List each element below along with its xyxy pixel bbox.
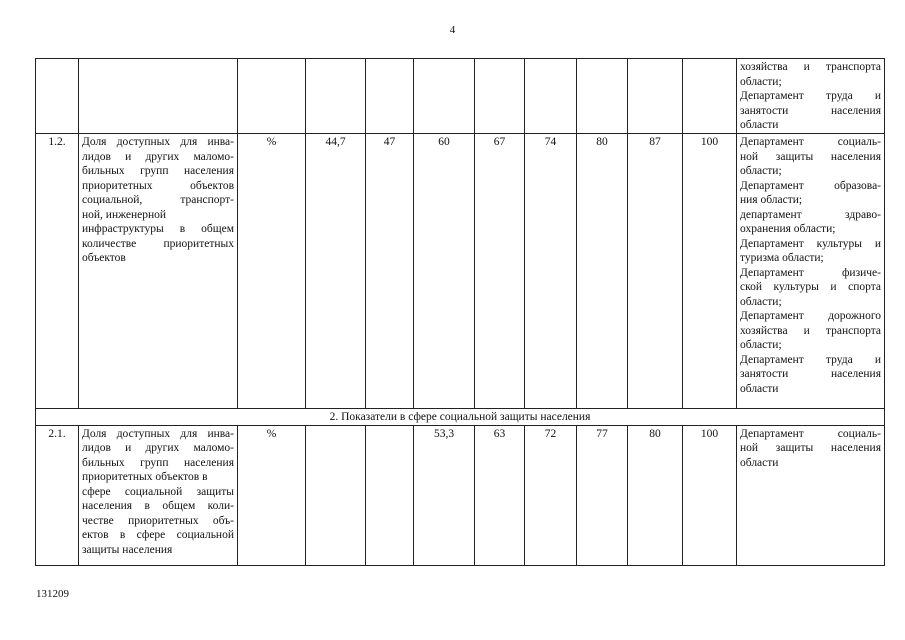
indicator-line: ектов в сфере социальной: [82, 529, 234, 541]
cell-value: [306, 425, 366, 565]
cell-unit: %: [238, 425, 306, 565]
cell-value: [577, 59, 628, 134]
indicator-line: социальной, транспорт-: [82, 194, 234, 206]
responsible-line: охранения области;: [740, 223, 836, 235]
cell-value: [525, 59, 577, 134]
indicator-line: бильных групп населения: [82, 456, 234, 469]
cell-value: 80: [628, 425, 683, 565]
responsible-line: Департамент социаль-: [740, 136, 881, 148]
responsible-line: ной защиты населения: [740, 442, 881, 454]
indicator-line: объектов: [82, 252, 126, 264]
cell-value: 67: [475, 134, 525, 409]
responsible-line: области;: [740, 165, 782, 177]
responsible-line: хозяйства и транспорта: [740, 324, 881, 337]
cell-value: [366, 425, 414, 565]
cell-value: 77: [577, 425, 628, 565]
indicator-line: честве приоритетных объ-: [82, 514, 234, 527]
cell-value: 63: [475, 425, 525, 565]
cell-value: [366, 59, 414, 134]
cell-indicator: [79, 134, 238, 409]
section-title: 2. Показатели в сфере социальной защиты населения: [36, 409, 885, 426]
responsible-line: Департамент социаль-: [740, 427, 881, 440]
cell-value: [475, 59, 525, 134]
responsible-line: ной защиты населения: [740, 150, 881, 163]
responsible-line: области;: [740, 75, 782, 88]
indicator-line: Доля доступных для инва-: [82, 427, 234, 440]
cell-responsible: [737, 425, 885, 565]
table-row: [36, 425, 885, 565]
cell-value: 72: [525, 425, 577, 565]
responsible-line: ния области;: [740, 194, 803, 206]
indicator-line: Доля доступных для инва-: [82, 136, 234, 148]
table-row: [36, 134, 885, 409]
indicator-line: приоритетных объектов: [82, 179, 234, 192]
responsible-line: Департамент образова-: [740, 179, 881, 192]
indicator-line: количестве приоритетных: [82, 237, 234, 250]
indicator-line: населения в общем коли-: [82, 500, 234, 512]
responsible-line: Департамент труда и: [740, 90, 881, 102]
responsible-line: занятости населения: [740, 104, 881, 117]
cell-indicator: [79, 59, 238, 134]
cell-value: 44,7: [306, 134, 366, 409]
indicator-line: бильных групп населения: [82, 165, 234, 177]
cell-num: 1.2.: [36, 134, 79, 409]
responsible-line: области: [740, 456, 779, 469]
cell-value: [414, 59, 475, 134]
cell-num: 2.1.: [36, 425, 79, 565]
responsible-line: области;: [740, 339, 782, 351]
indicator-line: лидов и других маломо-: [82, 442, 234, 454]
responsible-line: Департамент дорожного: [740, 310, 881, 322]
cell-value: 100: [683, 134, 737, 409]
responsible-line: области;: [740, 295, 782, 308]
cell-indicator: [79, 425, 238, 565]
document-code: 131209: [36, 588, 69, 600]
responsible-line: занятости населения: [740, 368, 881, 380]
cell-responsible: [737, 59, 885, 134]
responsible-line: Департамент труда и: [740, 353, 881, 366]
cell-unit: [238, 59, 306, 134]
responsible-line: туризма области;: [740, 252, 824, 264]
responsible-line: ской культуры и спорта: [740, 281, 881, 293]
cell-value: [628, 59, 683, 134]
responsible-line: области: [740, 119, 779, 131]
indicator-line: защиты населения: [82, 543, 173, 556]
cell-value: [683, 59, 737, 134]
cell-responsible: [737, 134, 885, 409]
indicator-line: инфраструктуры в общем: [82, 223, 234, 235]
responsible-line: Департамент физиче-: [740, 266, 881, 279]
responsible-line: Департамент культуры и: [740, 237, 881, 250]
responsible-line: области: [740, 382, 779, 395]
cell-value: [306, 59, 366, 134]
cell-unit: %: [238, 134, 306, 409]
cell-value: 80: [577, 134, 628, 409]
table-row-continued: [36, 59, 885, 134]
indicator-line: ной, инженерной: [82, 208, 167, 221]
cell-value: 47: [366, 134, 414, 409]
responsible-line: хозяйства и транспорта: [740, 61, 881, 73]
cell-value: 74: [525, 134, 577, 409]
cell-value: 53,3: [414, 425, 475, 565]
cell-value: 100: [683, 425, 737, 565]
indicators-table: [35, 58, 885, 566]
indicator-line: лидов и других маломо-: [82, 150, 234, 163]
indicator-line: сфере социальной защиты: [82, 485, 234, 498]
responsible-line: департамент здраво-: [740, 208, 881, 221]
cell-value: 87: [628, 134, 683, 409]
page-number: 4: [449, 24, 456, 36]
indicator-line: приоритетных объектов в: [82, 471, 208, 483]
cell-value: 60: [414, 134, 475, 409]
cell-num: [36, 59, 79, 134]
section-heading-row: [36, 409, 885, 426]
